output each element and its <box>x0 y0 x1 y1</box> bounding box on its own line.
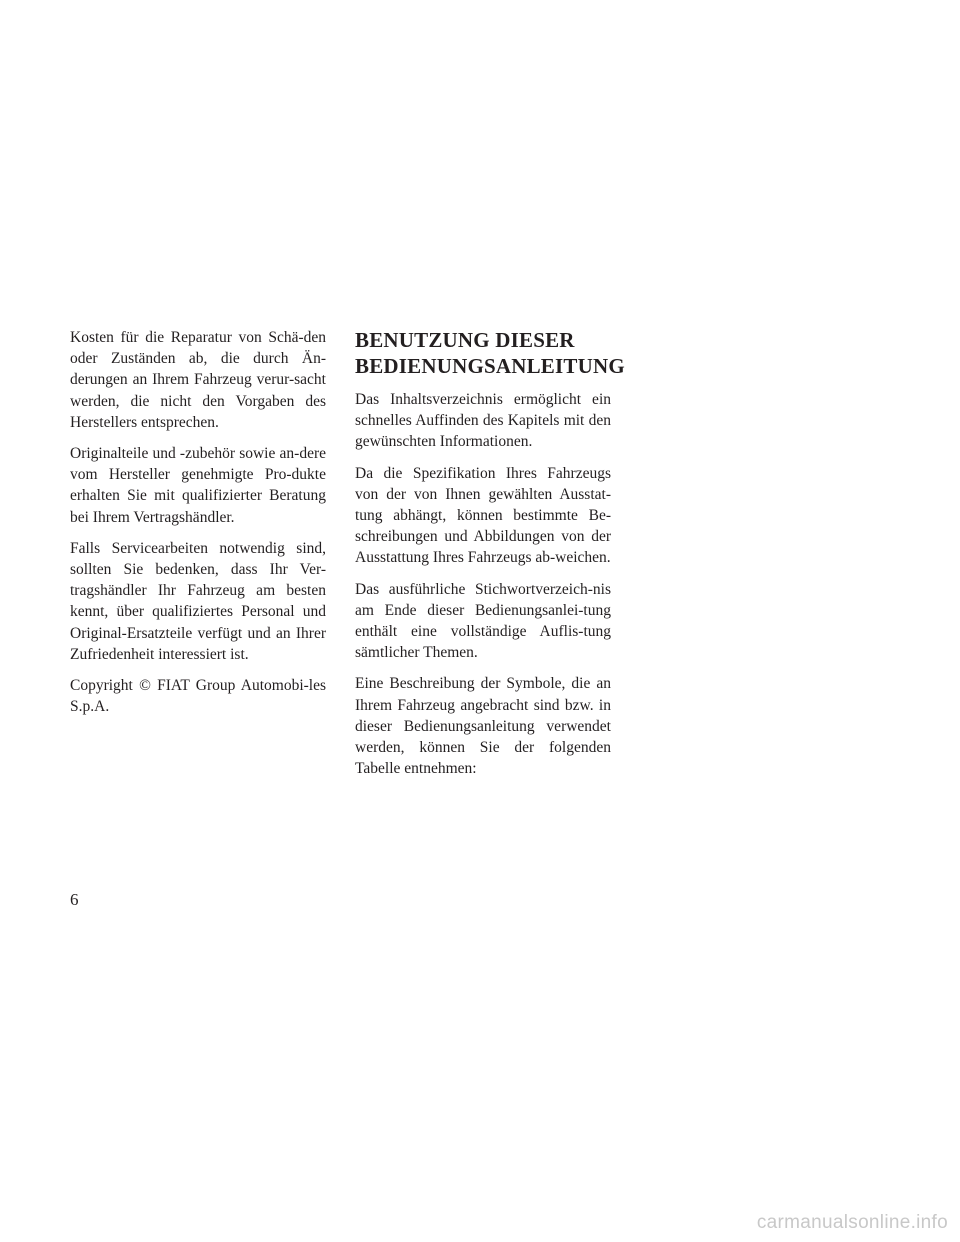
paragraph-copyright: Copyright © FIAT Group Automobi-les S.p.A. <box>70 677 326 716</box>
left-column <box>70 327 326 727</box>
paragraph-repair-costs: Kosten für die Reparatur von Schä-den oder Zuständen ab, die durch Än-derungen an Ihrem Fahrzeug verur-sacht werden, die nicht den Vorgaben des Herstellers entsprechen. <box>70 329 326 431</box>
paragraph-symbols: Eine Beschreibung der Symbole, die an Ihrem Fahrzeug angebracht sind bzw. in dieser Bedienungsanleitung verwendet werden, können Sie der folgenden Tabelle entnehmen: <box>355 675 611 778</box>
right-column <box>355 327 625 789</box>
paragraph-index: Das ausführliche Stichwortverzeich-nis am Ende dieser Bedienungsanlei-tung enthält eine vollständige Auflis-tung sämtlicher Themen. <box>355 580 611 662</box>
section-heading: BENUTZUNG DIESER BEDIENUNGSANLEITUNG <box>355 328 625 378</box>
watermark: carmanualsonline.info <box>756 1212 948 1233</box>
paragraph-service-work: Falls Servicearbeiten notwendig sind, sollten Sie bedenken, dass Ihr Ver-tragshändler Ihr Fahrzeug am besten kennt, über qualifiziertes Personal und Original-Ersatzteile verfügt und an Ihrer Zufriedenheit interessiert ist. <box>70 539 326 663</box>
paragraph-original-parts: Originalteile und -zubehör sowie an-dere vom Hersteller genehmigte Pro-dukte erhalten Sie mit qualifizierter Beratung bei Ihrem Vertragshändler. <box>70 445 326 526</box>
paragraph-table-of-contents: Das Inhaltsverzeichnis ermöglicht ein schnelles Auffinden des Kapitels mit den gewünschten Informationen. <box>355 391 611 451</box>
page-number: 6 <box>70 890 79 909</box>
paragraph-specification: Da die Spezifikation Ihres Fahrzeugs von der von Ihnen gewählten Ausstat-tung abhängt, können bestimmte Be-schreibungen und Abbildungen von der Ausstattung Ihres Fahrzeugs ab-weichen. <box>355 464 611 567</box>
